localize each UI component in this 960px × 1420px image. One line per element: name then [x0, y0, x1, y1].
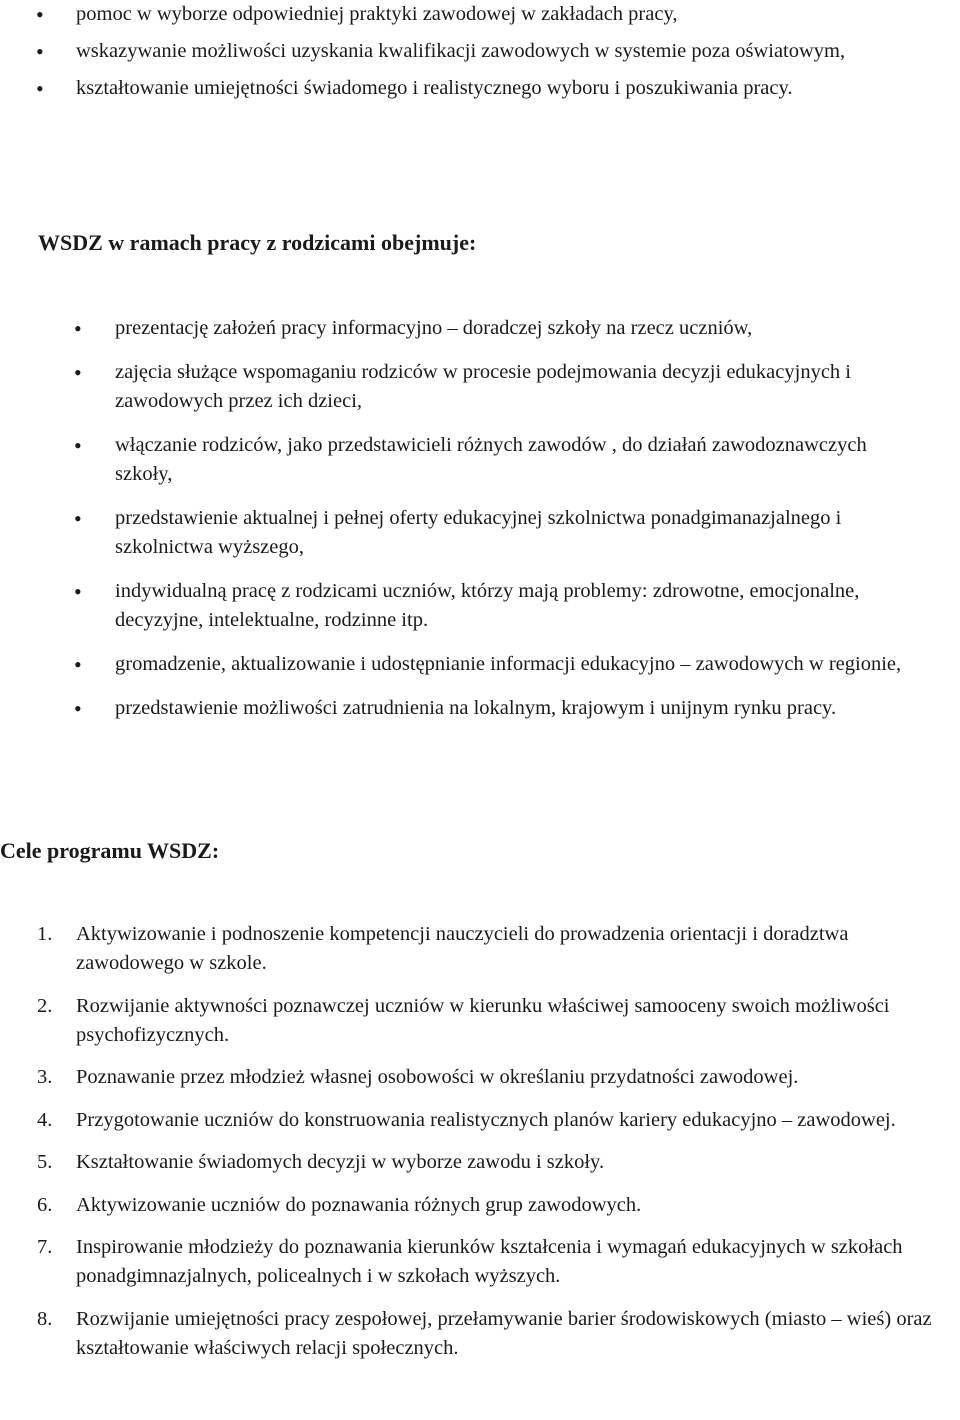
numbered-item-text: Aktywizowanie uczniów do poznawania różnych grup zawodowych. [76, 1193, 642, 1216]
list-item-text: włączanie rodziców, jako przedstawicieli różnych zawodów , do działań zawodoznawczych szkoły, [115, 434, 867, 485]
numbered-item-text: Rozwijanie umiejętności pracy zespołowej, przełamywanie barier środowiskowych (miasto – wieś) oraz kształtowanie właściwych relacji społecznych. [76, 1307, 932, 1359]
list-item-text: prezentację założeń pracy informacyjno – doradczej szkoły na rzecz uczniów, [115, 317, 753, 339]
list-item [0, 504, 960, 562]
item-number: 2. [37, 994, 53, 1017]
bullet-icon: • [74, 696, 82, 721]
numbered-item-text: Inspirowanie młodzieży do poznawania kierunków kształcenia i wymagań edukacyjnych w szkołach ponadgimnazjalnych, policealnych i w szkołach wyższych. [76, 1236, 903, 1287]
list-item-text: zajęcia służące wspomaganiu rodziców w procesie podejmowania decyzji edukacyjnych i zawodowych przez ich dzieci, [115, 361, 851, 412]
numbered-item-text: Kształtowanie świadomych decyzji w wyborze zawodu i szkoły. [76, 1151, 605, 1173]
numbered-item-text: Rozwijanie aktywności poznawczej uczniów w kierunku właściwej samooceny swoich możliwości psychofizycznych. [76, 994, 890, 1046]
top-bullet-list [0, 0, 960, 111]
list-item-text: kształtowanie umiejętności świadomego i realistycznego wyboru i poszukiwania pracy. [76, 77, 793, 99]
bullet-icon: • [74, 652, 82, 677]
bullet-icon: • [36, 39, 44, 64]
section-heading-cele: Cele programu WSDZ: [0, 838, 220, 863]
wsdz-bullet-list [0, 314, 960, 738]
numbered-item-text: Przygotowanie uczniów do konstruowania realistycznych planów kariery edukacyjno – zawodowej. [76, 1108, 896, 1131]
list-item [0, 577, 960, 635]
numbered-item-text: Poznawanie przez młodzież własnej osobowości w określaniu przydatności zawodowej. [76, 1066, 799, 1088]
bullet-icon: • [36, 2, 44, 27]
numbered-item [0, 1305, 960, 1363]
list-item-text: wskazywanie możliwości uzyskania kwalifikacji zawodowych w systemie poza oświatowym, [76, 40, 846, 62]
numbered-item [0, 992, 960, 1050]
list-item [0, 0, 960, 29]
item-number: 6. [37, 1193, 53, 1216]
numbered-item [0, 1148, 960, 1177]
item-number: 5. [37, 1151, 53, 1173]
list-item [0, 37, 960, 66]
bullet-icon: • [36, 76, 44, 101]
list-item-text: przedstawienie aktualnej i pełnej oferty edukacyjnej szkolnictwa ponadgimanazjalnego i szkolnictwa wyższego, [115, 507, 842, 558]
list-item-text: pomoc w wyborze odpowiedniej praktyki zawodowej w zakładach pracy, [76, 3, 678, 25]
numbered-item [0, 1106, 960, 1135]
item-number: 4. [37, 1108, 53, 1131]
numbered-item-text: Aktywizowanie i podnoszenie kompetencji nauczycieli do prowadzenia orientacji i doradztwa zawodowego w szkole. [76, 923, 849, 974]
section-heading-wsdz: WSDZ w ramach pracy z rodzicami obejmuje: [38, 230, 477, 255]
list-item [0, 74, 960, 103]
item-number: 1. [37, 923, 53, 945]
goals-numbered-list [0, 920, 960, 1376]
item-number: 7. [37, 1236, 53, 1258]
bullet-icon: • [74, 433, 82, 458]
list-item-text: przedstawienie możliwości zatrudnienia na lokalnym, krajowym i unijnym rynku pracy. [115, 697, 837, 719]
list-item-text: indywidualną pracę z rodzicami uczniów, którzy mają problemy: zdrowotne, emocjonalne, decyzyjne, intelektualne, rodzinne itp. [115, 580, 860, 631]
bullet-icon: • [74, 316, 82, 341]
list-item [0, 358, 960, 416]
list-item [0, 650, 960, 679]
bullet-icon: • [74, 579, 82, 604]
bullet-icon: • [74, 506, 82, 531]
list-item [0, 694, 960, 723]
list-item [0, 431, 960, 489]
numbered-item [0, 1233, 960, 1291]
list-item [0, 314, 960, 343]
numbered-item [0, 920, 960, 978]
list-item-text: gromadzenie, aktualizowanie i udostępnianie informacji edukacyjno – zawodowych w regionie, [115, 653, 902, 675]
item-number: 3. [37, 1066, 53, 1088]
item-number: 8. [37, 1307, 53, 1330]
numbered-item [0, 1063, 960, 1092]
bullet-icon: • [74, 360, 82, 385]
numbered-item [0, 1191, 960, 1220]
